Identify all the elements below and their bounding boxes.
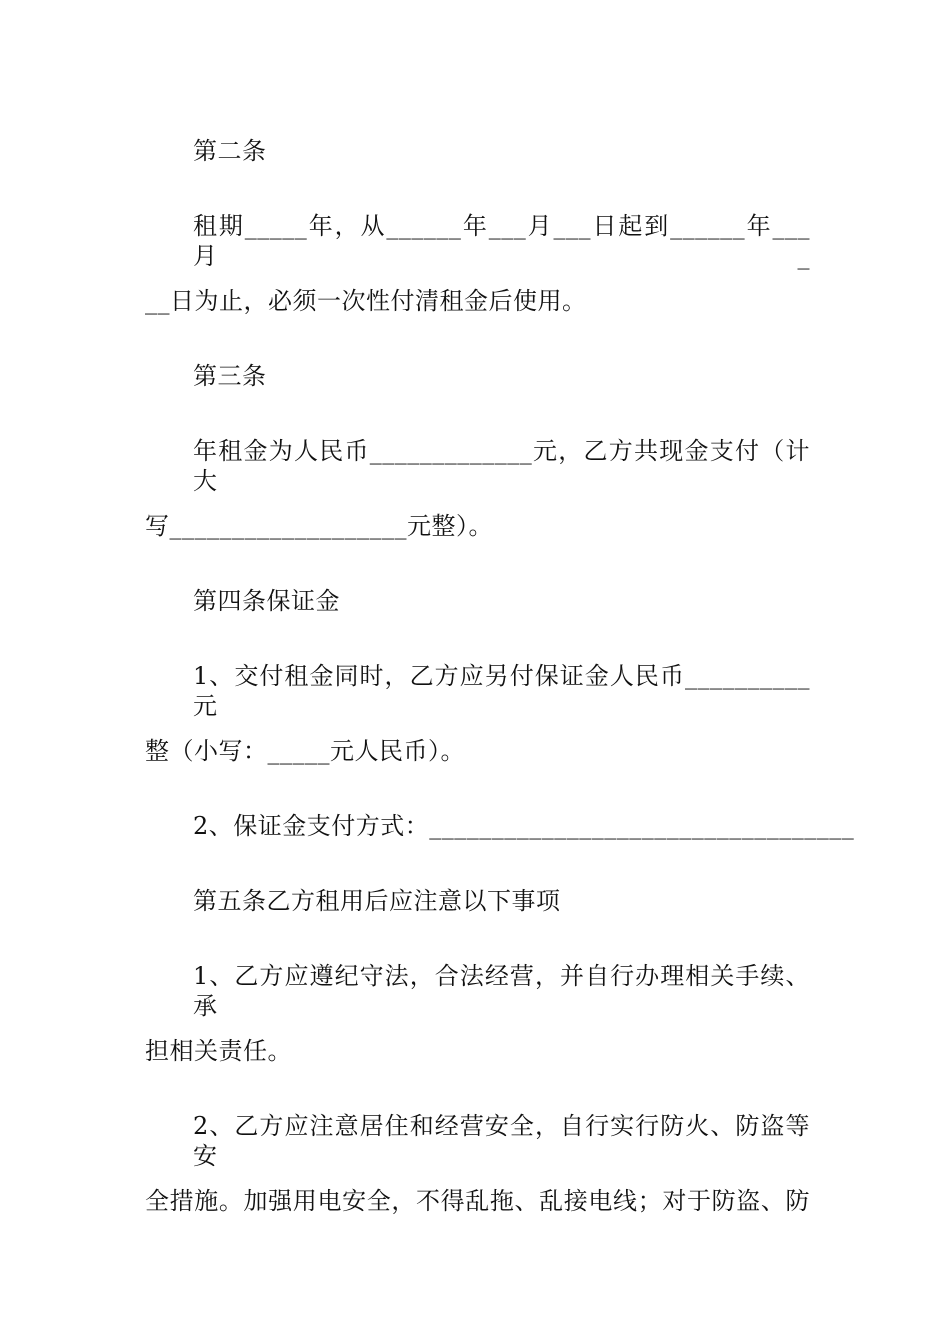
notice-item-2-line-1: 2、乙方应注意居住和经营安全，自行实行防火、防盗等安	[193, 1112, 810, 1170]
article-2-heading: 第二条	[193, 137, 267, 165]
notice-item-1-line-2: 担相关责任。	[145, 1037, 292, 1065]
deposit-item-2: 2、保证金支付方式：__________________________________	[193, 812, 855, 840]
lease-term-line-1: 租期_____年，从______年___月___日起到______年___月_	[193, 212, 810, 270]
notice-item-2-line-2: 全措施。加强用电安全，不得乱拖、乱接电线；对于防盗、防	[145, 1187, 810, 1215]
rent-line-2: 写___________________元整）。	[145, 512, 493, 540]
article-4-heading: 第四条保证金	[193, 587, 340, 615]
article-3-heading: 第三条	[193, 362, 267, 390]
deposit-item-1-line-2: 整（小写：_____元人民币）。	[145, 737, 465, 765]
rent-line-1: 年租金为人民币_____________元，乙方共现金支付（计大	[193, 437, 810, 495]
notice-item-1-line-1: 1、乙方应遵纪守法，合法经营，并自行办理相关手续、承	[193, 962, 810, 1020]
lease-term-line-2: __日为止，必须一次性付清租金后使用。	[145, 287, 587, 315]
deposit-item-1-line-1: 1、交付租金同时，乙方应另付保证金人民币__________元	[193, 662, 810, 720]
article-5-heading: 第五条乙方租用后应注意以下事项	[193, 887, 561, 915]
